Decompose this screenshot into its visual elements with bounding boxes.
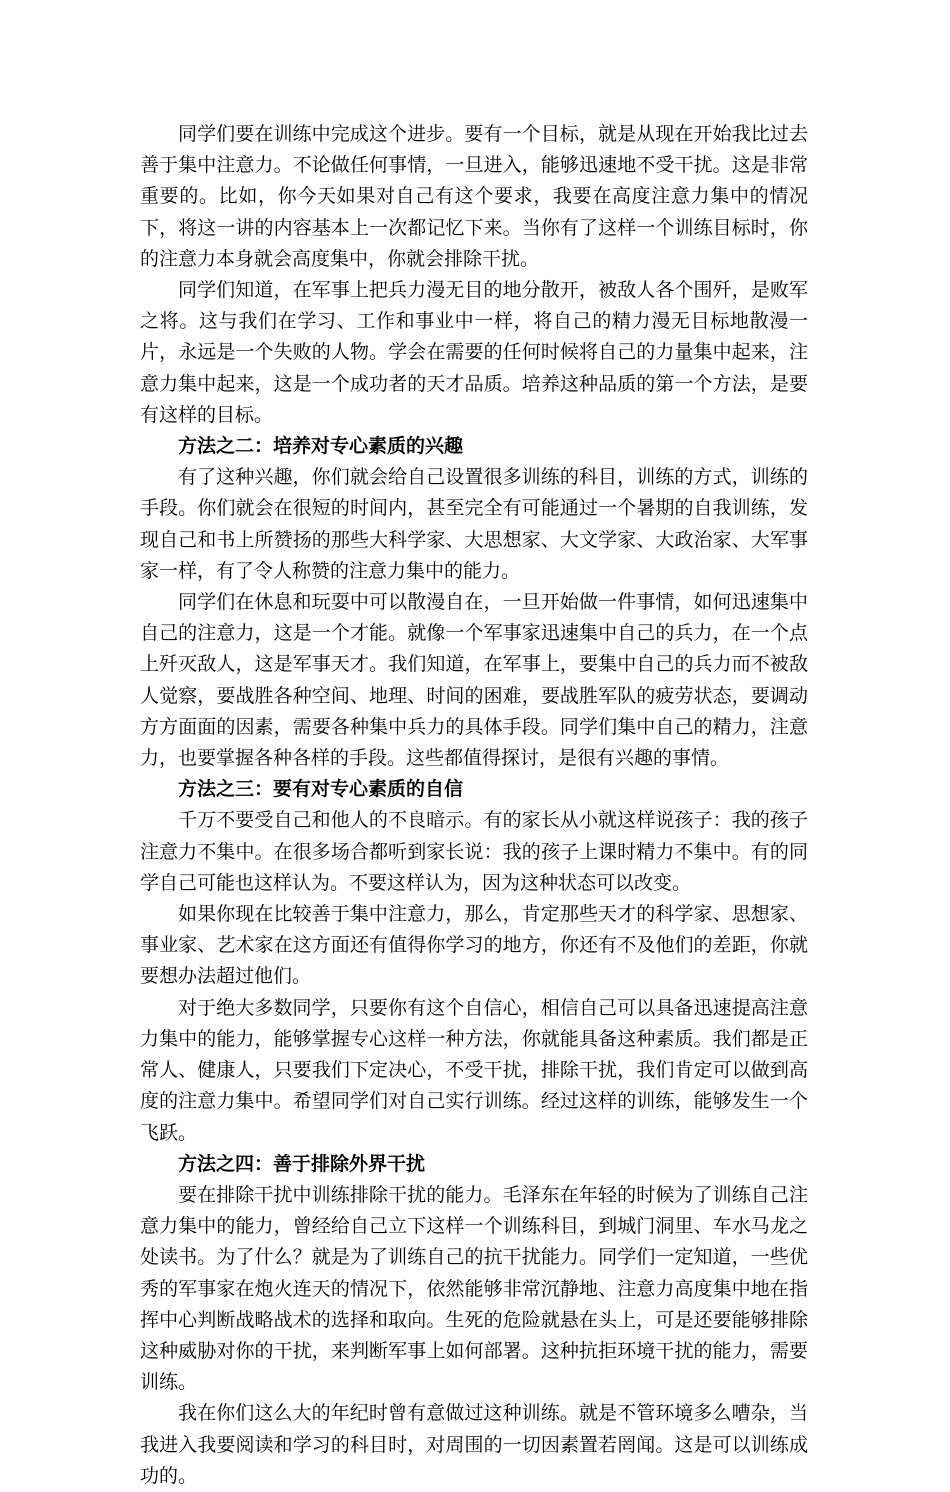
paragraph: 同学们要在训练中完成这个进步。要有一个目标，就是从现在开始我比过去善于集中注意力。不论做任何事情，一旦进入，能够迅速地不受干扰。这是非常重要的。比如，你今天如果对自己有这个要求，我要在高度注意力集中的情况下，将这一讲的内容基本上一次都记忆下来。当你有了这样一个训练目标时，你的注意力本身就会高度集中，你就会排除干扰。 xyxy=(140,123,808,270)
paragraph: 如果你现在比较善于集中注意力，那么，肯定那些天才的科学家、思想家、事业家、艺术家在这方面还有值得你学习的地方，你还有不及他们的差距，你就要想办法超过他们。 xyxy=(140,903,808,988)
section-heading: 方法之三：要有对专心素质的自信 xyxy=(178,778,464,801)
paragraph: 同学们在休息和玩耍中可以散漫自在，一旦开始做一件事情，如何迅速集中自己的注意力，这是一个才能。就像一个军事家迅速集中自己的兵力，在一个点上歼灭敌人，这是军事天才。我们知道，在军事上，要集中自己的兵力而不被敌人觉察，要战胜各种空间、地理、时间的困难，要战胜军队的疲劳状态，要调动方方面面的因素，需要各种集中兵力的具体手段。同学们集中自己的精力，注意力，也要掌握各种各样的手段。这些都值得探讨，是很有兴趣的事情。 xyxy=(140,591,808,770)
document-body xyxy=(140,119,808,1492)
paragraph: 同学们知道，在军事上把兵力漫无目的地分散开，被敌人各个围歼，是败军之将。这与我们在学习、工作和事业中一样，将自己的精力漫无目标地散漫一片，永远是一个失败的人物。学会在需要的任何时候将自己的力量集中起来，注意力集中起来，这是一个成功者的天才品质。培养这种品质的第一个方法，是要有这样的目标。 xyxy=(140,279,808,426)
section-heading: 方法之四：善于排除外界干扰 xyxy=(178,1152,426,1175)
paragraph: 千万不要受自己和他人的不良暗示。有的家长从小就这样说孩子：我的孩子注意力不集中。在很多场合都听到家长说：我的孩子上课时精力不集中。有的同学自己可能也这样认为。不要这样认为，因为这种状态可以改变。 xyxy=(140,809,808,894)
section-heading: 方法之二：培养对专心素质的兴趣 xyxy=(178,435,464,458)
paragraph: 要在排除干扰中训练排除干扰的能力。毛泽东在年轻的时候为了训练自己注意力集中的能力，曾经给自己立下这样一个训练科目，到城门洞里、车水马龙之处读书。为了什么？就是为了训练自己的抗干扰能力。同学们一定知道，一些优秀的军事家在炮火连天的情况下，依然能够非常沉静地、注意力高度集中地在指挥中心判断战略战术的选择和取向。生死的危险就悬在头上，可是还要能够排除这种威胁对你的干扰，来判断军事上如何部署。这种抗拒环境干扰的能力，需要训练。 xyxy=(140,1183,808,1394)
paragraph: 对于绝大多数同学，只要你有这个自信心，相信自己可以具备迅速提高注意力集中的能力，能够掌握专心这样一种方法，你就能具备这种素质。我们都是正常人、健康人，只要我们下定决心，不受干扰，排除干扰，我们肯定可以做到高度的注意力集中。希望同学们对自己实行训练。经过这样的训练，能够发生一个飞跃。 xyxy=(140,996,808,1144)
paragraph: 我在你们这么大的年纪时曾有意做过这种训练。就是不管环境多么嘈杂，当我进入我要阅读和学习的科目时，对周围的一切因素置若罔闻。这是可以训练成功的。 xyxy=(140,1402,808,1487)
paragraph: 有了这种兴趣，你们就会给自己设置很多训练的科目，训练的方式，训练的手段。你们就会在很短的时间内，甚至完全有可能通过一个暑期的自我训练，发现自己和书上所赞扬的那些大科学家、大思想家、大文学家、大政治家、大军事家一样，有了令人称赞的注意力集中的能力。 xyxy=(140,466,808,582)
